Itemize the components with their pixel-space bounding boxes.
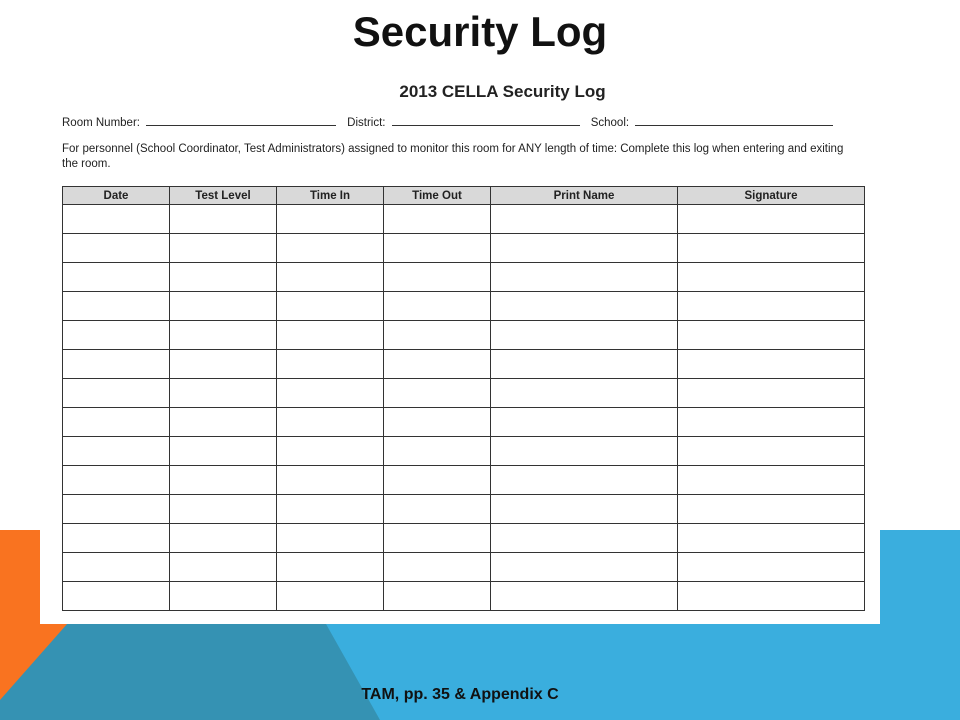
school-label: School:	[590, 117, 630, 129]
cell-time-out[interactable]	[384, 524, 491, 553]
cell-print-name[interactable]	[491, 263, 678, 292]
header-test-level: Test Level	[170, 187, 277, 205]
cell-signature[interactable]	[678, 553, 865, 582]
district-field[interactable]	[392, 114, 580, 126]
table-row	[63, 321, 865, 350]
cell-print-name[interactable]	[491, 524, 678, 553]
table-row	[63, 408, 865, 437]
slide-title: Security Log	[352, 8, 608, 55]
table-row	[63, 350, 865, 379]
cell-time-out[interactable]	[384, 263, 491, 292]
table-body	[63, 205, 865, 611]
table-row	[63, 437, 865, 466]
cell-time-in[interactable]	[277, 524, 384, 553]
footer-reference: TAM, pp. 35 & Appendix C	[361, 686, 559, 703]
cell-date[interactable]	[63, 495, 170, 524]
cell-date[interactable]	[63, 234, 170, 263]
cell-print-name[interactable]	[491, 466, 678, 495]
cell-print-name[interactable]	[491, 234, 678, 263]
table-row	[63, 263, 865, 292]
cell-signature[interactable]	[678, 437, 865, 466]
cell-time-in[interactable]	[277, 292, 384, 321]
document-title: 2013 CELLA Security Log	[399, 82, 606, 101]
cell-print-name[interactable]	[491, 350, 678, 379]
cell-print-name[interactable]	[491, 408, 678, 437]
table-row	[63, 292, 865, 321]
table-row	[63, 553, 865, 582]
cell-print-name[interactable]	[491, 495, 678, 524]
cell-time-in[interactable]	[277, 379, 384, 408]
cell-time-in[interactable]	[277, 205, 384, 234]
room-number-label: Room Number:	[62, 117, 140, 129]
cell-signature[interactable]	[678, 234, 865, 263]
cell-test-level[interactable]	[170, 408, 277, 437]
table-row	[63, 234, 865, 263]
cell-time-out[interactable]	[384, 350, 491, 379]
cell-time-out[interactable]	[384, 582, 491, 611]
cell-test-level[interactable]	[170, 437, 277, 466]
cell-signature[interactable]	[678, 495, 865, 524]
cell-time-in[interactable]	[277, 582, 384, 611]
table-row	[63, 524, 865, 553]
cell-time-in[interactable]	[277, 350, 384, 379]
cell-signature[interactable]	[678, 205, 865, 234]
cell-time-out[interactable]	[384, 321, 491, 350]
cell-test-level[interactable]	[170, 292, 277, 321]
header-date: Date	[63, 187, 170, 205]
header-signature: Signature	[678, 187, 865, 205]
cell-date[interactable]	[63, 379, 170, 408]
cell-signature[interactable]	[678, 408, 865, 437]
cell-date[interactable]	[63, 205, 170, 234]
cell-time-in[interactable]	[277, 263, 384, 292]
cell-time-out[interactable]	[384, 466, 491, 495]
table-row	[63, 379, 865, 408]
cell-time-in[interactable]	[277, 408, 384, 437]
cell-time-in[interactable]	[277, 466, 384, 495]
cell-time-in[interactable]	[277, 495, 384, 524]
cell-time-out[interactable]	[384, 408, 491, 437]
cell-time-out[interactable]	[384, 553, 491, 582]
header-fields	[62, 114, 841, 129]
cell-time-in[interactable]	[277, 553, 384, 582]
cell-test-level[interactable]	[170, 263, 277, 292]
cell-test-level[interactable]	[170, 553, 277, 582]
cell-print-name[interactable]	[491, 437, 678, 466]
cell-date[interactable]	[63, 292, 170, 321]
cell-print-name[interactable]	[491, 205, 678, 234]
cell-date[interactable]	[63, 437, 170, 466]
cell-print-name[interactable]	[491, 321, 678, 350]
cell-time-in[interactable]	[277, 234, 384, 263]
table-row	[63, 495, 865, 524]
cell-signature[interactable]	[678, 292, 865, 321]
cell-test-level[interactable]	[170, 379, 277, 408]
cell-signature[interactable]	[678, 321, 865, 350]
security-log-table	[62, 186, 865, 611]
cell-print-name[interactable]	[491, 379, 678, 408]
cell-date[interactable]	[63, 321, 170, 350]
cell-date[interactable]	[63, 350, 170, 379]
cell-signature[interactable]	[678, 582, 865, 611]
cell-test-level[interactable]	[170, 495, 277, 524]
table-header-row	[63, 187, 865, 205]
school-field[interactable]	[635, 114, 833, 126]
cell-time-out[interactable]	[384, 495, 491, 524]
cell-print-name[interactable]	[491, 292, 678, 321]
cell-signature[interactable]	[678, 466, 865, 495]
cell-signature[interactable]	[678, 350, 865, 379]
cell-time-out[interactable]	[384, 205, 491, 234]
instructions-text: For personnel (School Coordinator, Test Administrators) assigned to monitor this room for ANY length of time: Complete this log when entering and exiting the room.	[62, 143, 844, 170]
cell-time-out[interactable]	[384, 292, 491, 321]
cell-date[interactable]	[63, 466, 170, 495]
cell-test-level[interactable]	[170, 350, 277, 379]
cell-date[interactable]	[63, 553, 170, 582]
cell-time-out[interactable]	[384, 234, 491, 263]
header-time-out: Time Out	[384, 187, 491, 205]
table-row	[63, 466, 865, 495]
cell-date[interactable]	[63, 582, 170, 611]
cell-date[interactable]	[63, 408, 170, 437]
cell-signature[interactable]	[678, 524, 865, 553]
cell-date[interactable]	[63, 263, 170, 292]
cell-time-in[interactable]	[277, 321, 384, 350]
cell-test-level[interactable]	[170, 205, 277, 234]
cell-test-level[interactable]	[170, 234, 277, 263]
room-number-field[interactable]	[146, 114, 336, 126]
header-time-in: Time In	[277, 187, 384, 205]
cell-time-out[interactable]	[384, 379, 491, 408]
security-log-document	[40, 62, 880, 624]
cell-print-name[interactable]	[491, 553, 678, 582]
district-label: District:	[347, 117, 386, 129]
cell-date[interactable]	[63, 524, 170, 553]
table-row	[63, 582, 865, 611]
cell-test-level[interactable]	[170, 321, 277, 350]
table-row	[63, 205, 865, 234]
cell-signature[interactable]	[678, 379, 865, 408]
cell-print-name[interactable]	[491, 582, 678, 611]
cell-test-level[interactable]	[170, 466, 277, 495]
cell-time-out[interactable]	[384, 437, 491, 466]
header-print-name: Print Name	[491, 187, 678, 205]
cell-time-in[interactable]	[277, 437, 384, 466]
cell-test-level[interactable]	[170, 524, 277, 553]
cell-signature[interactable]	[678, 263, 865, 292]
cell-test-level[interactable]	[170, 582, 277, 611]
